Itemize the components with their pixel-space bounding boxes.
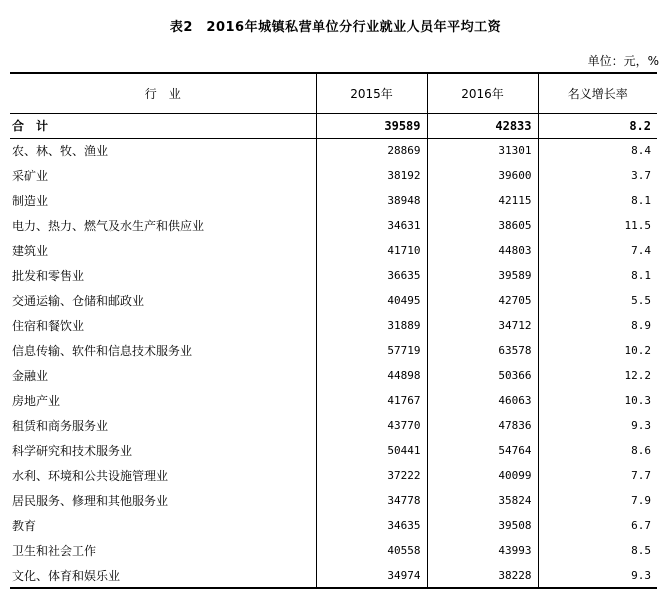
value-2015-cell: 41710 [316,238,427,263]
table-row [10,438,657,463]
value-2016-cell: 35824 [427,488,538,513]
value-2015-cell: 38948 [316,188,427,213]
header-row [10,73,657,113]
value-2015-cell: 41767 [316,388,427,413]
industry-cell: 住宿和餐饮业 [12,319,85,333]
header-2016: 2016年 [427,73,538,113]
table-row [10,563,657,588]
value-2016-cell: 38605 [427,213,538,238]
growth-rate-cell: 9.3 [538,563,657,588]
value-2015-cell: 31889 [316,313,427,338]
growth-rate-cell: 8.6 [538,438,657,463]
industry-cell: 文化、体育和娱乐业 [10,563,316,588]
value-2015-cell: 57719 [316,338,427,363]
growth-rate-cell: 9.3 [538,413,657,438]
table-row [10,538,657,563]
value-2015-cell: 36635 [316,263,427,288]
header-2015: 2015年 [316,73,427,113]
table-body [10,113,657,588]
value-2016-cell: 47836 [427,413,538,438]
industry-cell: 制造业 [12,194,49,208]
industry-cell: 科学研究和技术服务业 [12,444,133,458]
value-2015-cell: 34974 [316,563,427,588]
growth-rate-cell: 8.9 [538,313,657,338]
value-2016-cell: 34712 [427,313,538,338]
value-2015-cell: 40495 [316,288,427,313]
industry-cell: 交通运输、仓储和邮政业 [12,294,145,308]
growth-rate-cell: 3.7 [538,163,657,188]
growth-rate-cell: 8.1 [538,188,657,213]
total-2016: 42833 [427,113,538,138]
industry-cell: 批发和零售业 [12,269,85,283]
industry-cell: 农、林、牧、渔业 [12,144,109,159]
industry-cell: 电力、热力、燃气及水生产和供应业 [12,219,205,233]
industry-cell: 房地产业 [12,394,61,408]
growth-rate-cell: 7.7 [538,463,657,488]
table-row [10,413,657,438]
table-row [10,238,657,263]
value-2016-cell: 39589 [427,263,538,288]
table-row [10,363,657,388]
value-2016-cell: 63578 [427,338,538,363]
growth-rate-cell: 7.9 [538,488,657,513]
growth-rate-cell: 11.5 [538,213,657,238]
value-2015-cell: 34778 [316,488,427,513]
industry-cell: 建筑业 [12,244,49,258]
growth-rate-cell: 8.4 [538,138,657,163]
table-row [10,513,657,538]
value-2016-cell: 38228 [427,563,538,588]
value-2015-cell: 37222 [316,463,427,488]
value-2015-cell: 50441 [316,438,427,463]
industry-cell: 教育 [12,519,37,533]
industry-cell: 卫生和社会工作 [12,544,97,558]
value-2016-cell: 39508 [427,513,538,538]
value-2015-cell: 40558 [316,538,427,563]
value-2016-cell: 54764 [427,438,538,463]
value-2016-cell: 42115 [427,188,538,213]
value-2016-cell: 42705 [427,288,538,313]
table-row [10,213,657,238]
table-row [10,288,657,313]
value-2016-cell: 31301 [427,138,538,163]
table-row [10,138,657,163]
table-row [10,388,657,413]
growth-rate-cell: 10.3 [538,388,657,413]
wage-table [10,72,657,589]
total-row [10,113,657,138]
table-title: 表2 2016年城镇私营单位分行业就业人员年平均工资 [169,20,502,35]
growth-rate-cell: 6.7 [538,513,657,538]
total-label: 合计 [10,113,316,138]
value-2015-cell: 34635 [316,513,427,538]
value-2015-cell: 28869 [316,138,427,163]
table-row [10,313,657,338]
value-2016-cell: 40099 [427,463,538,488]
growth-rate-cell: 7.4 [538,238,657,263]
header-industry: 行 业 [10,73,316,113]
table-row [10,488,657,513]
value-2015-cell: 44898 [316,363,427,388]
value-2015-cell: 43770 [316,413,427,438]
growth-rate-cell: 10.2 [538,338,657,363]
value-2016-cell: 44803 [427,238,538,263]
unit-note: 单位：元，% [587,54,659,68]
table-row [10,188,657,213]
value-2015-cell: 38192 [316,163,427,188]
industry-cell: 水利、环境和公共设施管理业 [12,469,169,483]
table-row [10,163,657,188]
growth-rate-cell: 8.1 [538,263,657,288]
industry-cell: 信息传输、软件和信息技术服务业 [12,344,193,358]
value-2016-cell: 39600 [427,163,538,188]
value-2016-cell: 50366 [427,363,538,388]
value-2015-cell: 34631 [316,213,427,238]
growth-rate-cell: 5.5 [538,288,657,313]
industry-cell: 租赁和商务服务业 [12,419,109,433]
table-row [10,338,657,363]
industry-cell: 居民服务、修理和其他服务业 [12,494,169,508]
growth-rate-cell: 12.2 [538,363,657,388]
table-row [10,463,657,488]
value-2016-cell: 43993 [427,538,538,563]
table-row [10,263,657,288]
value-2016-cell: 46063 [427,388,538,413]
total-growth: 8.2 [538,113,657,138]
industry-cell: 采矿业 [12,169,49,183]
header-growth: 名义增长率 [538,73,657,113]
total-2015: 39589 [316,113,427,138]
industry-cell: 金融业 [12,369,49,383]
growth-rate-cell: 8.5 [538,538,657,563]
